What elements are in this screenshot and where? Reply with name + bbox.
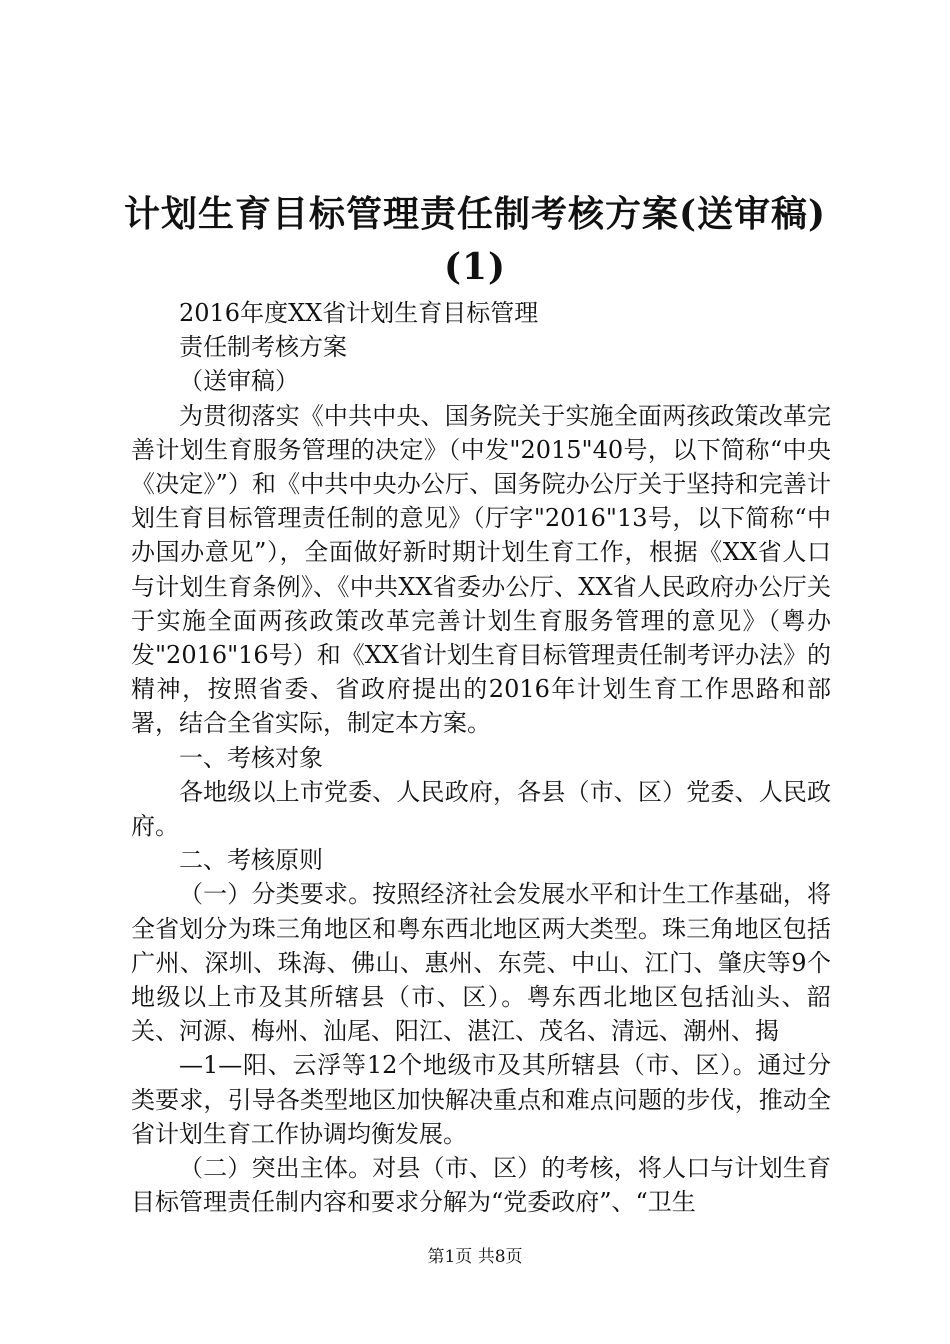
subtitle-line-scheme: 责任制考核方案 — [179, 333, 347, 362]
document-title-line1: 计划生育目标管理责任制考核方案(送审稿) — [123, 193, 827, 235]
section-heading-objects: 一、考核对象 — [179, 743, 323, 772]
document-title-line2: (1) — [443, 246, 507, 288]
section-heading-principles: 二、考核原则 — [179, 846, 323, 875]
paragraph-preamble: 为贯彻落实《中共中央、国务院关于实施全面两孩政策改革完善计划生育服务管理的决定》（中发"2015"40号，以下简称“中央《决定》”）和《中共中央办公厅、国务院办公厅关于坚持和完善计划生育目标管理责任制的意见》（厅字"2016"13号，以下简称“中办国办意见”），全面做好新时期计划生育工作，根据《XX省人口与计划生育条例》、《中共XX省委办公厅、XX省人民政府办公厅关于实施全面两孩政策改革完善计划生育服务管理的意见》（粤办发"2016"16号）和《XX省计划生育目标管理责任制考评办法》的精神，按照省委、省政府提出的2016年计划生育工作思路和部署，结合全省实际，制定本方案。 — [131, 401, 831, 738]
paragraph-objects: 各地级以上市党委、人民政府，各县（市、区）党委、人民政府。 — [131, 777, 831, 841]
subtitle-line-draft: （送审稿） — [179, 367, 299, 396]
paragraph-classification: （一）分类要求。按照经济社会发展水平和计生工作基础，将全省划分为珠三角地区和粤东西北地区两大类型。珠三角地区包括广州、深圳、珠海、佛山、惠州、东莞、中山、江门、肇庆等9个地级以上市及其所辖县（市、区）。粤东西北地区包括汕头、韶关、河源、梅州、汕尾、阳江、湛江、茂名、清远、潮州、揭 — [131, 880, 831, 1046]
page-footer: 第1页 共8页 — [427, 1247, 523, 1267]
subtitle-line-year: 2016年度XX省计划生育目标管理 — [179, 299, 539, 327]
paragraph-classification-cont: —1—阳、云浮等12个地级市及其所辖县（市、区）。通过分类要求，引导各类型地区加快解决重点和难点问题的步伐，推动全省计划生育工作协调均衡发展。 — [131, 1051, 831, 1148]
document-body — [131, 296, 831, 1219]
paragraph-subject: （二）突出主体。对县（市、区）的考核，将人口与计划生育目标管理责任制内容和要求分解为“党委政府”、“卫生 — [131, 1154, 831, 1217]
